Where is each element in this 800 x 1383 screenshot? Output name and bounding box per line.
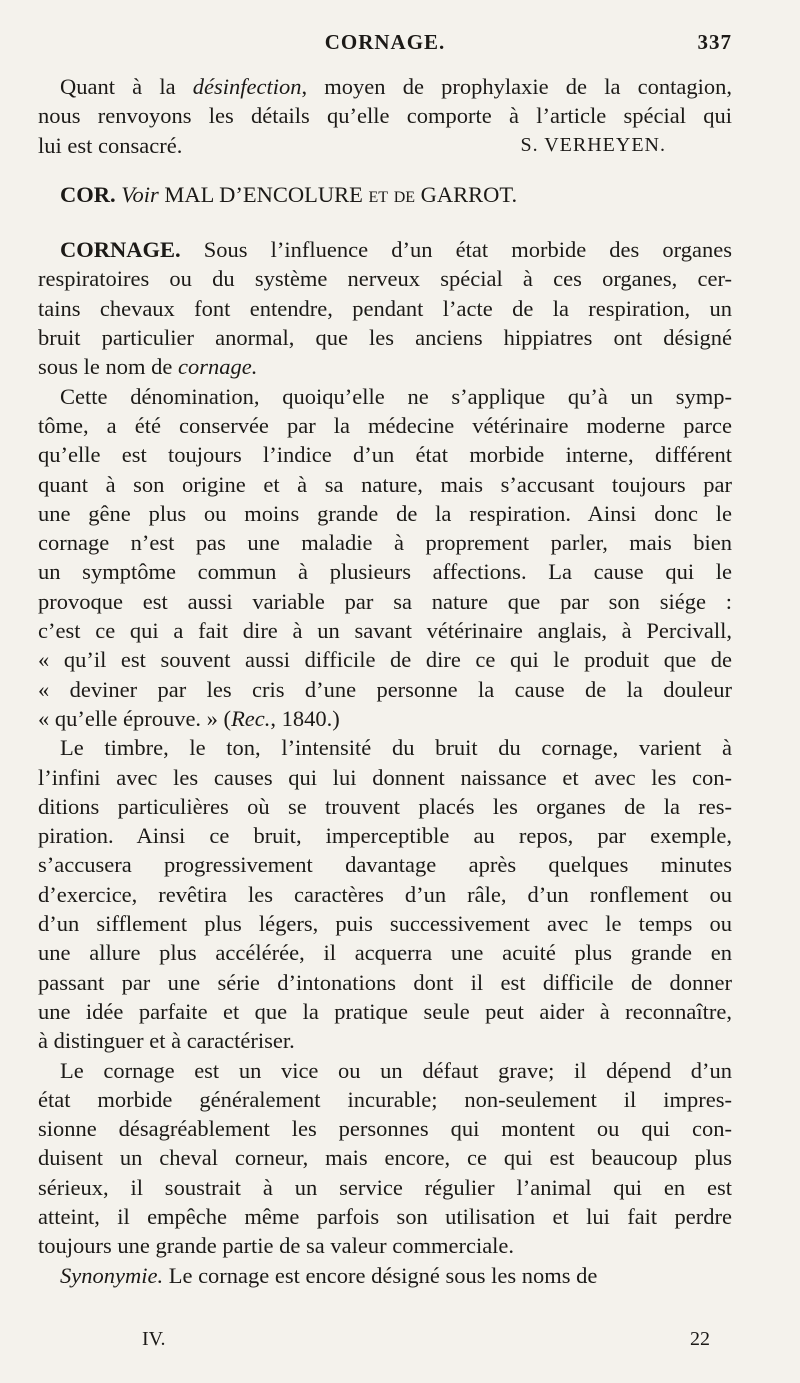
- sheet-number: 22: [690, 1328, 710, 1350]
- cross-reference-word: Voir: [121, 181, 159, 207]
- text-line: sérieux, il soustrait à un service régulier l’animal qui en est: [38, 1174, 732, 1200]
- text-line: nous renvoyons les détails qu’elle comporte à l’article spécial qui: [38, 103, 732, 129]
- text-line: [38, 131, 732, 160]
- text-line: Le cornage est un vice ou un défaut grave; il dépend d’un: [60, 1057, 732, 1083]
- section-lead: Synonymie.: [60, 1262, 164, 1288]
- text-line: cornage n’est pas une maladie à proprement parler, mais bien: [38, 530, 732, 556]
- text-line: [38, 235, 732, 264]
- text-line: Le timbre, le ton, l’intensité du bruit du cornage, varient à: [60, 735, 732, 761]
- text-line: « deviner par les cris d’une personne la cause de la douleur: [38, 676, 732, 702]
- article-paragraph: [38, 1261, 732, 1290]
- cor-entry: [38, 180, 732, 209]
- article-paragraph: [38, 235, 732, 381]
- text-line: quant à son origine et à sa nature, mais s’accusant toujours par: [38, 471, 732, 497]
- text-line: l’infini avec les causes qui lui donnent naissance et avec les con-: [38, 764, 732, 790]
- entry-term: COR.: [60, 181, 116, 207]
- running-header: [38, 30, 732, 60]
- text-line: une gêne plus ou moins grande de la respiration. Ainsi donc le: [38, 500, 732, 526]
- text-line: état morbide généralement incurable; non-seulement il impres-: [38, 1086, 732, 1112]
- text-line: qu’elle est toujours l’indice d’un état morbide interne, différent: [38, 442, 732, 468]
- text-line: tains chevaux font entendre, pendant l’acte de la respiration, un: [38, 295, 732, 321]
- text-line: d’exercice, revêtira les caractères d’un râle, d’un ronflement ou: [38, 881, 732, 907]
- text-line: « qu’elle éprouve. » (Rec., 1840.): [38, 705, 340, 731]
- text-line: piration. Ainsi ce bruit, imperceptible au repos, par exemple,: [38, 823, 732, 849]
- signature-mark: IV.: [142, 1328, 166, 1350]
- running-title: CORNAGE.: [324, 30, 446, 54]
- text-line: une idée parfaite et que la pratique seule peut aider à reconnaître,: [38, 998, 732, 1024]
- text-line: « qu’il est souvent aussi difficile de dire ce qui le produit que de: [38, 647, 732, 673]
- paragraph-lines: [38, 264, 732, 381]
- article-paragraph: [38, 382, 732, 734]
- text-line: à distinguer et à caractériser.: [38, 1028, 295, 1054]
- entry-term: CORNAGE.: [60, 237, 181, 263]
- intro-last-line: lui est consacré.: [38, 132, 183, 158]
- text-span: Le cornage est encore désigné sous les noms de: [168, 1262, 598, 1288]
- text-line: un symptôme commun à plusieurs affections. La cause qui le: [38, 559, 732, 585]
- article-paragraph: [38, 733, 732, 1055]
- text-line: atteint, il empêche même parfois son utilisation et lui fait perdre: [38, 1203, 732, 1229]
- intro-paragraph: [38, 72, 732, 160]
- page-footer: [38, 1328, 730, 1358]
- text-line: une allure plus accélérée, il acquerra une acuité plus grande en: [38, 940, 732, 966]
- page-body: [38, 72, 732, 1290]
- text-line: duisent un cheval corneur, mais encore, ce qui est beaucoup plus: [38, 1145, 732, 1171]
- text-line: Quant à la désinfection, moyen de prophylaxie de la contagion,: [60, 74, 732, 99]
- text-line: respiratoires ou du système nerveux spécial à ces organes, cer-: [38, 266, 732, 292]
- text-line: provoque est aussi variable par sa nature que par son siége :: [38, 588, 732, 614]
- text-line: s’accusera progressivement davantage après quelques minutes: [38, 852, 732, 878]
- text-line: toujours une grande partie de sa valeur commerciale.: [38, 1233, 515, 1259]
- text-line: [38, 1261, 732, 1290]
- text-line: sous le nom de cornage.: [38, 354, 258, 380]
- author-signature: S. VERHEYEN.: [520, 133, 666, 156]
- cross-reference-target: MAL D’ENCOLURE et de GARROT.: [164, 181, 518, 207]
- text-span: Sous l’influence d’un état morbide des organes: [203, 237, 732, 263]
- text-line: passant par une série d’intonations dont il est difficile de donner: [38, 969, 732, 995]
- text-line: c’est ce qui a fait dire à un savant vétérinaire anglais, à Percivall,: [38, 618, 732, 644]
- text-line: sionne désagréablement les personnes qui montent ou qui con-: [38, 1116, 732, 1142]
- text-line: ditions particulières où se trouvent placés les organes de la res-: [38, 793, 732, 819]
- article-paragraph: [38, 1056, 732, 1261]
- text-line: bruit particulier anormal, que les anciens hippiatres ont désigné: [38, 325, 732, 351]
- text-line: tôme, a été conservée par la médecine vétérinaire moderne parce: [38, 412, 732, 438]
- text-line: d’un sifflement plus légers, puis successivement avec le temps ou: [38, 911, 732, 937]
- page-number: 337: [697, 30, 732, 54]
- text-line: Cette dénomination, quoiqu’elle ne s’applique qu’à un symp-: [60, 383, 732, 409]
